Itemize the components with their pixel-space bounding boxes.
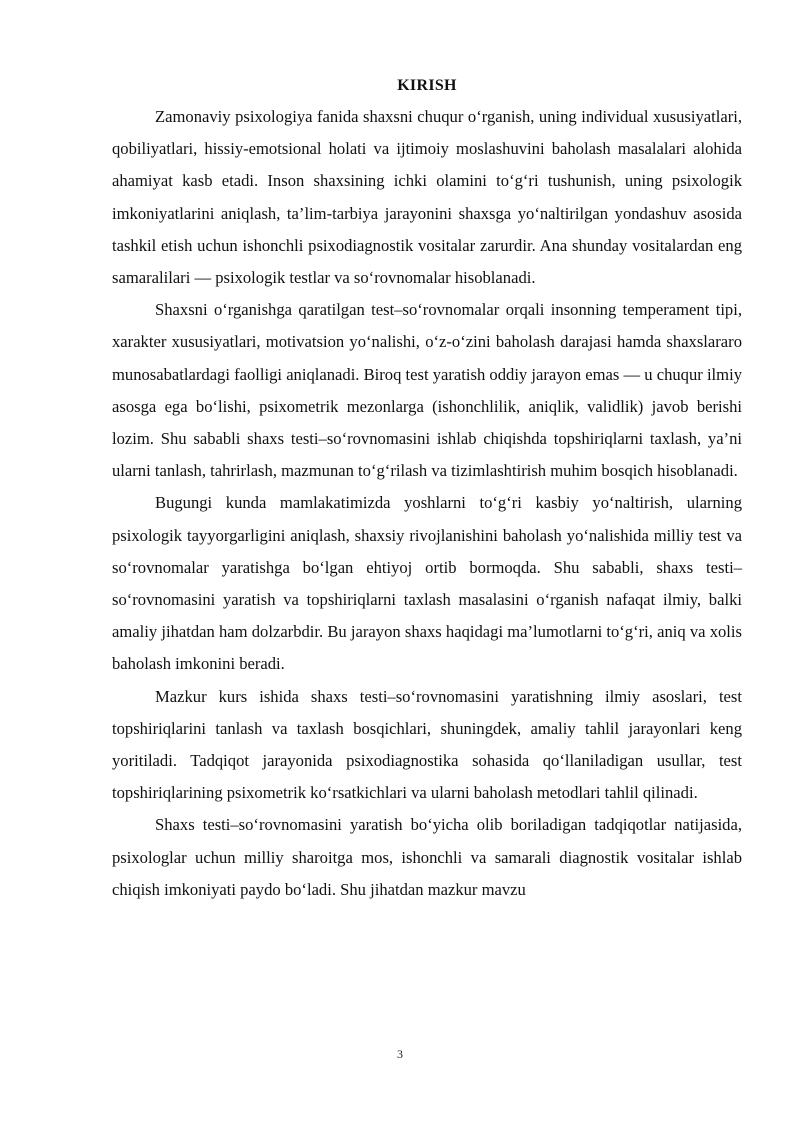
paragraph-1: Zamonaviy psixologiya fanida shaxsni chuqur o‘rganish, uning individual xususiyatlari, qobiliyatlari, hissiy-emotsional holati va ijtimoiy moslashuvini baholash masalalari alohida ahamiyat kasb etadi. Inson shaxsining ichki olamini to‘g‘ri tushunish, uning psixologik imkoniyatlarini aniqlash, ta’lim-tarbiya jarayonini shaxsga yo‘naltirilgan yondashuv asosida tashkil etish uchun ishonchli psixodiagnostik vositalar zarurdir. Ana shunday vositalardan eng samaralilari — psixologik testlar va so‘rovnomalar hisoblanadi. xyxy=(112,107,742,288)
paragraph-2: Shaxsni o‘rganishga qaratilgan test–so‘rovnomalar orqali insonning temperament tipi, xarakter xususiyatlari, motivatsion yo‘nalishi, o‘z-o‘zini baholash darajasi hamda shaxslararo munosabatlardagi faolligi aniqlanadi. Biroq test yaratish oddiy jarayon emas — u chuqur ilmiy asosga ega bo‘lishi, psixometrik mezonlarga (ishonchlilik, aniqlik, validlik) javob berishi lozim. Shu sababli shaxs testi–so‘rovnomasini ishlab chiqishda topshiriqlarni taxlash, ya’ni ularni tanlash, tahrirlash, mazmunan to‘g‘rilash va tizimlashtirish muhim bosqich hisoblanadi. xyxy=(112,300,742,481)
paragraph-5: Shaxs testi–so‘rovnomasini yaratish bo‘yicha olib boriladigan tadqiqotlar natijasida, psixologlar uchun milliy sharoitga mos, ishonchli va samarali diagnostik vositalar ishlab chiqish imkoniyati paydo bo‘ladi. Shu jihatdan mazkur mavzu xyxy=(112,815,742,899)
page-number: 3 xyxy=(397,1047,403,1061)
document-page xyxy=(112,76,742,906)
paragraph-3: Bugungi kunda mamlakatimizda yoshlarni to‘g‘ri kasbiy yo‘naltirish, ularning psixologik tayyorgarligini aniqlash, shaxsiy rivojlanishini baholash yo‘nalishida milliy test va so‘rovnomalar yaratishga bo‘lgan ehtiyoj ortib bormoqda. Shu sababli, shaxs testi–so‘rovnomasini yaratish va topshiriqlarni taxlash masalasini o‘rganish nafaqat ilmiy, balki amaliy jihatdan ham dolzarbdir. Bu jarayon shaxs haqidagi ma’lumotlarni to‘g‘ri, aniq va xolis baholash imkonini beradi. xyxy=(112,493,742,674)
section-title: KIRISH xyxy=(397,77,457,94)
paragraph-4: Mazkur kurs ishida shaxs testi–so‘rovnomasini yaratishning ilmiy asoslari, test topshiriqlarini tanlash va taxlash bosqichlari, shuningdek, amaliy tahlil jarayonlari keng yoritiladi. Tadqiqot jarayonida psixodiagnostika sohasida qo‘llaniladigan usullar, test topshiriqlarining psixometrik ko‘rsatkichlari va ularni baholash metodlari tahlil qilinadi. xyxy=(112,686,742,803)
